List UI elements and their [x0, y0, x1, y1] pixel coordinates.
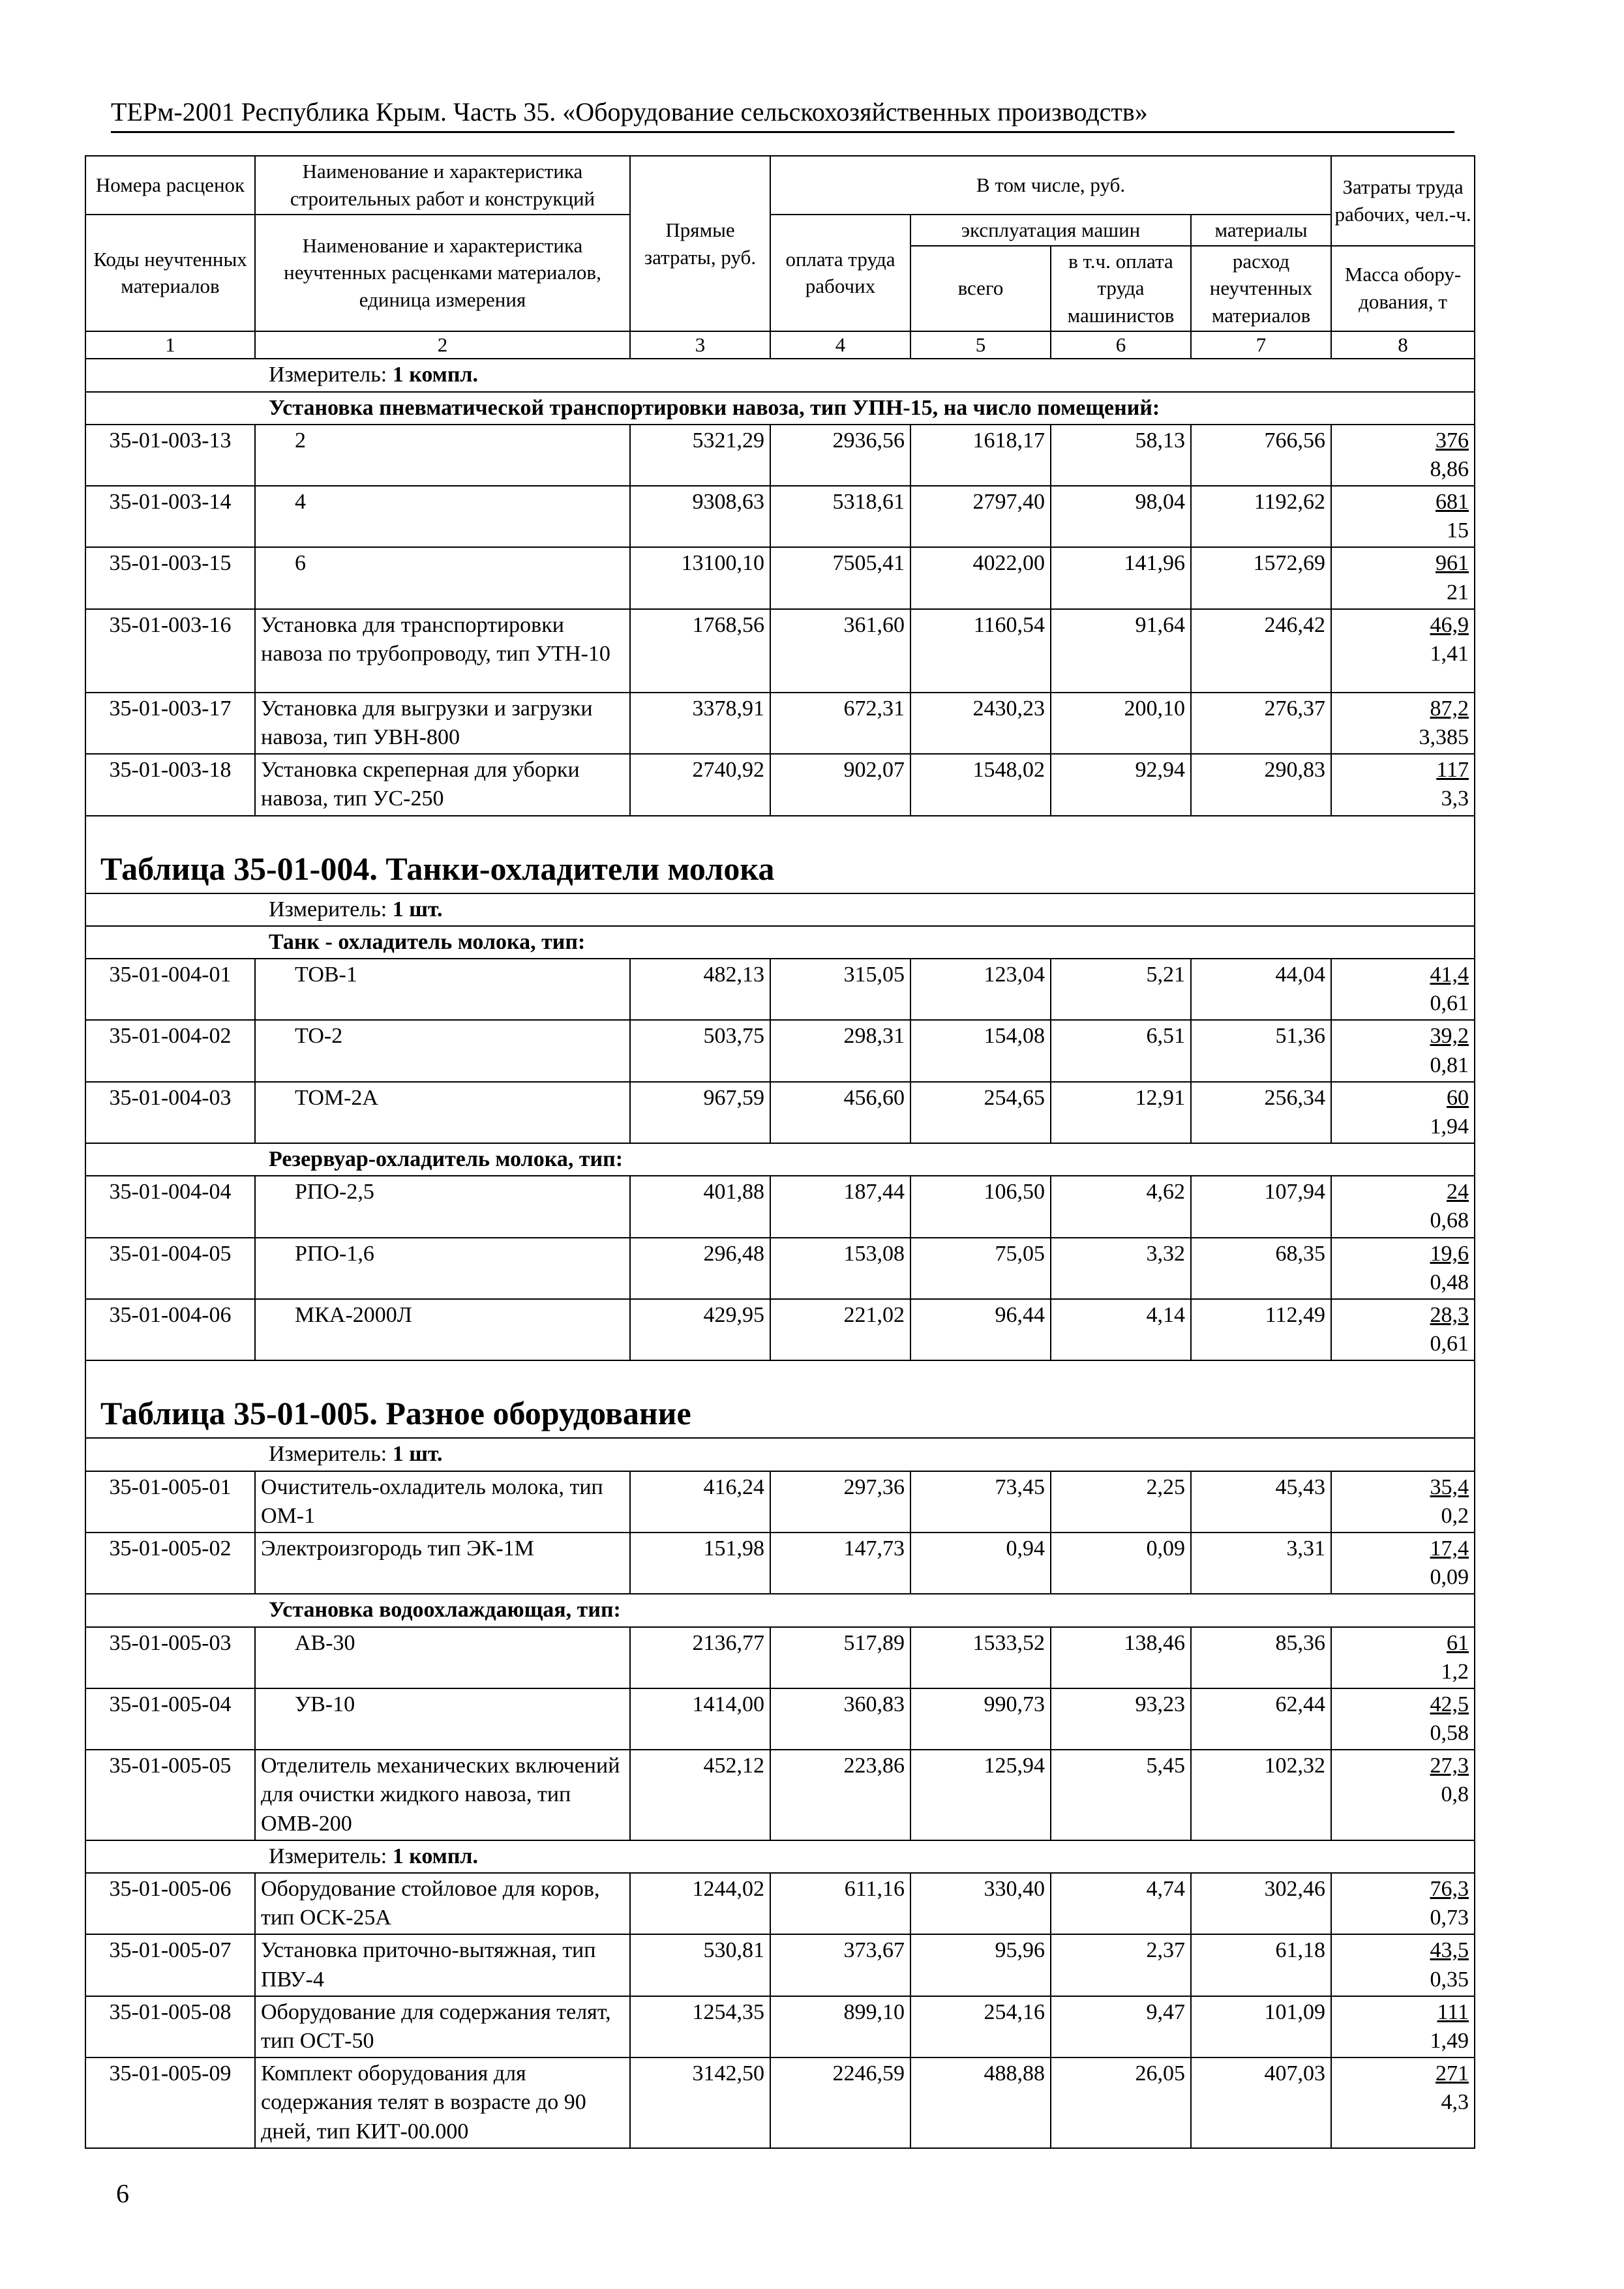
materials-cost: 112,49 — [1191, 1299, 1331, 1360]
direct-costs: 967,59 — [630, 1082, 770, 1143]
labor-costs: 39,2 — [1430, 1024, 1469, 1049]
work-name: 2 — [255, 425, 630, 486]
labor-and-mass — [1331, 1082, 1475, 1143]
section-heading: Установка пневматической транспортировки навоза, тип УПН-15, на число помещений: — [85, 392, 1475, 425]
labor-and-mass — [1331, 1688, 1475, 1750]
header-group: В том числе, руб. — [770, 156, 1331, 215]
materials-cost: 290,83 — [1191, 754, 1331, 815]
labor-and-mass — [1331, 1533, 1475, 1594]
machines-total: 4022,00 — [910, 547, 1051, 608]
rate-code: 35-01-004-04 — [85, 1176, 255, 1237]
operators-wages: 0,09 — [1051, 1533, 1191, 1594]
column-number: 6 — [1051, 331, 1191, 359]
operators-wages: 58,13 — [1051, 425, 1191, 486]
operators-wages: 5,45 — [1051, 1750, 1191, 1840]
equipment-mass: 0,48 — [1430, 1270, 1469, 1294]
direct-costs: 3378,91 — [630, 693, 770, 754]
table-row — [85, 486, 1475, 547]
labor-and-mass — [1331, 1873, 1475, 1934]
equipment-mass: 8,86 — [1430, 456, 1469, 481]
machines-total: 2797,40 — [910, 486, 1051, 547]
materials-cost: 85,36 — [1191, 1627, 1331, 1688]
operators-wages: 5,21 — [1051, 959, 1191, 1020]
rate-code: 35-01-003-15 — [85, 547, 255, 608]
table-row — [85, 1934, 1475, 1996]
equipment-mass: 1,2 — [1441, 1659, 1469, 1684]
work-name: 4 — [255, 486, 630, 547]
equipment-mass: 3,3 — [1441, 786, 1469, 811]
rate-code: 35-01-005-05 — [85, 1750, 255, 1840]
measure-value: 1 компл. — [392, 1844, 479, 1868]
labor-and-mass — [1331, 1627, 1475, 1688]
wages: 187,44 — [770, 1176, 910, 1237]
labor-and-mass — [1331, 1299, 1475, 1360]
operators-wages: 98,04 — [1051, 486, 1191, 547]
labor-costs: 46,9 — [1430, 612, 1469, 637]
column-number: 2 — [255, 331, 630, 359]
work-name: АВ-30 — [255, 1627, 630, 1688]
equipment-mass: 0,61 — [1430, 1332, 1469, 1356]
machines-total: 96,44 — [910, 1299, 1051, 1360]
measure-unit — [85, 893, 1475, 926]
operators-wages: 6,51 — [1051, 1020, 1191, 1081]
operators-wages: 4,62 — [1051, 1176, 1191, 1237]
wages: 297,36 — [770, 1471, 910, 1533]
labor-and-mass — [1331, 693, 1475, 754]
header-unaccounted-materials: расход неучтенных материалов — [1191, 246, 1331, 332]
rate-code: 35-01-003-13 — [85, 425, 255, 486]
operators-wages: 12,91 — [1051, 1082, 1191, 1143]
equipment-mass: 1,49 — [1430, 2028, 1469, 2053]
header-labor-costs: Затраты труда рабочих, чел.-ч. — [1331, 156, 1475, 246]
measure-unit — [85, 1840, 1475, 1873]
measure-row — [85, 1438, 1475, 1471]
labor-costs: 76,3 — [1430, 1877, 1469, 1902]
column-number: 8 — [1331, 331, 1475, 359]
materials-cost: 276,37 — [1191, 693, 1331, 754]
column-number: 4 — [770, 331, 910, 359]
equipment-mass: 0,8 — [1441, 1782, 1469, 1807]
wages: 456,60 — [770, 1082, 910, 1143]
column-number: 7 — [1191, 331, 1331, 359]
labor-costs: 60 — [1447, 1085, 1469, 1110]
machines-total: 1548,02 — [910, 754, 1051, 815]
wages: 360,83 — [770, 1688, 910, 1750]
work-name: Электроизгородь тип ЭК-1М — [255, 1533, 630, 1594]
labor-costs: 27,3 — [1430, 1754, 1469, 1778]
materials-cost: 3,31 — [1191, 1533, 1331, 1594]
materials-cost: 61,18 — [1191, 1934, 1331, 1996]
labor-and-mass — [1331, 547, 1475, 608]
work-name: Очиститель-охладитель молока, тип ОМ-1 — [255, 1471, 630, 1533]
operators-wages: 9,47 — [1051, 1996, 1191, 2057]
rate-code: 35-01-005-02 — [85, 1533, 255, 1594]
wages: 7505,41 — [770, 547, 910, 608]
work-name: Оборудование для содержания телят, тип ОСТ-50 — [255, 1996, 630, 2057]
table-row — [85, 693, 1475, 754]
materials-cost: 107,94 — [1191, 1176, 1331, 1237]
equipment-mass: 15 — [1447, 518, 1469, 543]
header-material-names: Наименование и характеристика неучтенных расценками материалов, единица измерения — [255, 215, 630, 331]
equipment-mass: 0,58 — [1430, 1721, 1469, 1746]
wages: 672,31 — [770, 693, 910, 754]
labor-costs: 961 — [1436, 551, 1469, 576]
column-number: 1 — [85, 331, 255, 359]
operators-wages: 93,23 — [1051, 1688, 1191, 1750]
table-row — [85, 1533, 1475, 1594]
machines-total: 154,08 — [910, 1020, 1051, 1081]
labor-and-mass — [1331, 1176, 1475, 1237]
wages: 2936,56 — [770, 425, 910, 486]
labor-costs: 87,2 — [1430, 696, 1469, 721]
machines-total: 488,88 — [910, 2057, 1051, 2148]
direct-costs: 9308,63 — [630, 486, 770, 547]
work-name: Установка скреперная для уборки навоза, тип УС-250 — [255, 754, 630, 815]
labor-costs: 117 — [1436, 758, 1469, 783]
labor-costs: 24 — [1447, 1180, 1469, 1204]
rate-code: 35-01-004-05 — [85, 1238, 255, 1299]
direct-costs: 296,48 — [630, 1238, 770, 1299]
equipment-mass: 21 — [1447, 580, 1469, 605]
labor-and-mass — [1331, 1996, 1475, 2057]
work-name: ТО-2 — [255, 1020, 630, 1081]
machines-total: 1533,52 — [910, 1627, 1051, 1688]
section-heading: Установка водоохлаждающая, тип: — [85, 1594, 1475, 1626]
labor-costs: 42,5 — [1430, 1692, 1469, 1716]
operators-wages: 4,74 — [1051, 1873, 1191, 1934]
table-row — [85, 1750, 1475, 1840]
work-name: РПО-1,6 — [255, 1238, 630, 1299]
header-equipment-mass: Масса обору-дования, т — [1331, 246, 1475, 332]
wages: 147,73 — [770, 1533, 910, 1594]
labor-costs: 111 — [1437, 1999, 1469, 2024]
operators-wages: 141,96 — [1051, 547, 1191, 608]
labor-costs: 271 — [1436, 2061, 1469, 2086]
header-wages: оплата труда рабочих — [770, 215, 910, 331]
page-header: ТЕРм-2001 Республика Крым. Часть 35. «Оборудование сельскохозяйственных производств» — [111, 97, 1454, 133]
equipment-mass: 0,09 — [1430, 1565, 1469, 1590]
machines-total: 1160,54 — [910, 609, 1051, 693]
measure-unit — [85, 359, 1475, 391]
direct-costs: 503,75 — [630, 1020, 770, 1081]
wages: 899,10 — [770, 1996, 910, 2057]
labor-and-mass — [1331, 1238, 1475, 1299]
labor-and-mass — [1331, 1750, 1475, 1840]
work-name: Установка для транспортировки навоза по трубопроводу, тип УТН-10 — [255, 609, 630, 693]
direct-costs: 452,12 — [630, 1750, 770, 1840]
measure-row — [85, 359, 1475, 391]
labor-costs: 35,4 — [1430, 1474, 1469, 1499]
section-row — [85, 392, 1475, 425]
equipment-mass: 0,81 — [1430, 1053, 1469, 1077]
table-title-row — [85, 1360, 1475, 1438]
machines-total: 73,45 — [910, 1471, 1051, 1533]
header-materials: материалы — [1191, 215, 1331, 246]
measure-value: 1 шт. — [392, 1442, 443, 1467]
table-title-row — [85, 816, 1475, 893]
machines-total: 75,05 — [910, 1238, 1051, 1299]
work-name: УВ-10 — [255, 1688, 630, 1750]
work-name: ТОВ-1 — [255, 959, 630, 1020]
labor-and-mass — [1331, 1934, 1475, 1996]
direct-costs: 2740,92 — [630, 754, 770, 815]
labor-and-mass — [1331, 425, 1475, 486]
table-row — [85, 1299, 1475, 1360]
rate-code: 35-01-005-08 — [85, 1996, 255, 2057]
materials-cost: 45,43 — [1191, 1471, 1331, 1533]
header-material-codes: Коды неучтенных материалов — [85, 215, 255, 331]
work-name: Оборудование стойловое для коров, тип ОСК-25А — [255, 1873, 630, 1934]
table-row — [85, 1082, 1475, 1143]
direct-costs: 530,81 — [630, 1934, 770, 1996]
materials-cost: 44,04 — [1191, 959, 1331, 1020]
labor-and-mass — [1331, 1471, 1475, 1533]
wages: 315,05 — [770, 959, 910, 1020]
direct-costs: 401,88 — [630, 1176, 770, 1237]
equipment-mass: 0,73 — [1430, 1906, 1469, 1930]
materials-cost: 256,34 — [1191, 1082, 1331, 1143]
labor-and-mass — [1331, 959, 1475, 1020]
rate-code: 35-01-005-07 — [85, 1934, 255, 1996]
section-heading: Резервуар-охладитель молока, тип: — [85, 1143, 1475, 1176]
wages: 373,67 — [770, 1934, 910, 1996]
table-row — [85, 1996, 1475, 2057]
work-name: Установка приточно-вытяжная, тип ПВУ-4 — [255, 1934, 630, 1996]
wages: 153,08 — [770, 1238, 910, 1299]
machines-total: 125,94 — [910, 1750, 1051, 1840]
operators-wages: 2,37 — [1051, 1934, 1191, 1996]
materials-cost: 51,36 — [1191, 1020, 1331, 1081]
work-name: Комплект оборудования для содержания телят в возрасте до 90 дней, тип КИТ-00.000 — [255, 2057, 630, 2148]
equipment-mass: 4,3 — [1441, 2090, 1469, 2115]
table-row — [85, 1238, 1475, 1299]
header-rate-numbers: Номера расценок — [85, 156, 255, 215]
labor-costs: 376 — [1436, 428, 1469, 453]
work-name: ТОМ-2А — [255, 1082, 630, 1143]
header-direct-costs: Прямые затраты, руб. — [630, 156, 770, 331]
materials-cost: 101,09 — [1191, 1996, 1331, 2057]
rate-code: 35-01-005-09 — [85, 2057, 255, 2148]
table-row — [85, 1688, 1475, 1750]
materials-cost: 407,03 — [1191, 2057, 1331, 2148]
table-row — [85, 754, 1475, 815]
equipment-mass: 3,385 — [1419, 725, 1469, 750]
machines-total: 106,50 — [910, 1176, 1051, 1237]
equipment-mass: 0,61 — [1430, 991, 1469, 1016]
table-title: Таблица 35-01-005. Разное оборудование — [85, 1360, 1475, 1438]
operators-wages: 4,14 — [1051, 1299, 1191, 1360]
direct-costs: 5321,29 — [630, 425, 770, 486]
materials-cost: 1192,62 — [1191, 486, 1331, 547]
work-name: МКА-2000Л — [255, 1299, 630, 1360]
rate-code: 35-01-005-01 — [85, 1471, 255, 1533]
labor-and-mass — [1331, 1020, 1475, 1081]
header-machines: эксплуатация машин — [910, 215, 1191, 246]
direct-costs: 1244,02 — [630, 1873, 770, 1934]
direct-costs: 3142,50 — [630, 2057, 770, 2148]
work-name: Установка для выгрузки и загрузки навоза, тип УВН-800 — [255, 693, 630, 754]
rate-code: 35-01-004-01 — [85, 959, 255, 1020]
operators-wages: 92,94 — [1051, 754, 1191, 815]
direct-costs: 151,98 — [630, 1533, 770, 1594]
section-row — [85, 1143, 1475, 1176]
direct-costs: 429,95 — [630, 1299, 770, 1360]
table-row — [85, 1176, 1475, 1237]
table-row — [85, 1020, 1475, 1081]
column-number: 3 — [630, 331, 770, 359]
measure-label: Измеритель: — [269, 1442, 393, 1467]
rate-code: 35-01-005-04 — [85, 1688, 255, 1750]
materials-cost: 246,42 — [1191, 609, 1331, 693]
table-row — [85, 609, 1475, 693]
measure-label: Измеритель: — [269, 897, 393, 921]
table-row — [85, 959, 1475, 1020]
rate-code: 35-01-005-06 — [85, 1873, 255, 1934]
equipment-mass: 0,68 — [1430, 1208, 1469, 1233]
measure-row — [85, 893, 1475, 926]
rate-code: 35-01-003-16 — [85, 609, 255, 693]
rate-code: 35-01-004-03 — [85, 1082, 255, 1143]
rate-code: 35-01-003-14 — [85, 486, 255, 547]
measure-row — [85, 1840, 1475, 1873]
header-operators-wages: в т.ч. оплата труда машинистов — [1051, 246, 1191, 332]
wages: 517,89 — [770, 1627, 910, 1688]
equipment-mass: 1,41 — [1430, 642, 1469, 666]
operators-wages: 3,32 — [1051, 1238, 1191, 1299]
direct-costs: 2136,77 — [630, 1627, 770, 1688]
wages: 2246,59 — [770, 2057, 910, 2148]
wages: 902,07 — [770, 754, 910, 815]
operators-wages: 91,64 — [1051, 609, 1191, 693]
header-work-name: Наименование и характеристика строительных работ и конструкций — [255, 156, 630, 215]
machines-total: 95,96 — [910, 1934, 1051, 1996]
materials-cost: 68,35 — [1191, 1238, 1331, 1299]
section-heading: Танк - охладитель молока, тип: — [85, 926, 1475, 959]
equipment-mass: 1,94 — [1430, 1114, 1469, 1139]
machines-total: 254,65 — [910, 1082, 1051, 1143]
estimate-table — [85, 155, 1475, 2149]
table-row — [85, 1873, 1475, 1934]
rate-code: 35-01-005-03 — [85, 1627, 255, 1688]
table-row — [85, 547, 1475, 608]
direct-costs: 1414,00 — [630, 1688, 770, 1750]
machines-total: 990,73 — [910, 1688, 1051, 1750]
labor-costs: 61 — [1447, 1630, 1469, 1655]
machines-total: 123,04 — [910, 959, 1051, 1020]
direct-costs: 13100,10 — [630, 547, 770, 608]
materials-cost: 1572,69 — [1191, 547, 1331, 608]
machines-total: 330,40 — [910, 1873, 1051, 1934]
work-name: Отделитель механических включений для очистки жидкого навоза, тип ОМВ-200 — [255, 1750, 630, 1840]
direct-costs: 1768,56 — [630, 609, 770, 693]
wages: 223,86 — [770, 1750, 910, 1840]
machines-total: 1618,17 — [910, 425, 1051, 486]
materials-cost: 62,44 — [1191, 1688, 1331, 1750]
labor-costs: 19,6 — [1430, 1241, 1469, 1266]
machines-total: 254,16 — [910, 1996, 1051, 2057]
labor-costs: 43,5 — [1430, 1938, 1469, 1963]
operators-wages: 2,25 — [1051, 1471, 1191, 1533]
table-row — [85, 1471, 1475, 1533]
materials-cost: 302,46 — [1191, 1873, 1331, 1934]
rate-code: 35-01-003-18 — [85, 754, 255, 815]
labor-costs: 17,4 — [1430, 1536, 1469, 1561]
equipment-mass: 0,2 — [1441, 1503, 1469, 1528]
measure-value: 1 компл. — [392, 363, 479, 387]
machines-total: 2430,23 — [910, 693, 1051, 754]
column-number: 5 — [910, 331, 1051, 359]
operators-wages: 138,46 — [1051, 1627, 1191, 1688]
work-name: РПО-2,5 — [255, 1176, 630, 1237]
labor-and-mass — [1331, 754, 1475, 815]
wages: 361,60 — [770, 609, 910, 693]
labor-and-mass — [1331, 2057, 1475, 2148]
wages: 611,16 — [770, 1873, 910, 1934]
labor-costs: 681 — [1436, 490, 1469, 515]
labor-costs: 41,4 — [1430, 962, 1469, 987]
section-row — [85, 926, 1475, 959]
table-row — [85, 2057, 1475, 2148]
wages: 221,02 — [770, 1299, 910, 1360]
rate-code: 35-01-003-17 — [85, 693, 255, 754]
machines-total: 0,94 — [910, 1533, 1051, 1594]
labor-costs: 28,3 — [1430, 1303, 1469, 1328]
section-row — [85, 1594, 1475, 1626]
labor-and-mass — [1331, 609, 1475, 693]
direct-costs: 416,24 — [630, 1471, 770, 1533]
equipment-mass: 0,35 — [1430, 1967, 1469, 1992]
rate-code: 35-01-004-02 — [85, 1020, 255, 1081]
page-number: 6 — [116, 2179, 129, 2208]
wages: 5318,61 — [770, 486, 910, 547]
measure-unit — [85, 1438, 1475, 1471]
measure-label: Измеритель: — [269, 1844, 393, 1868]
direct-costs: 482,13 — [630, 959, 770, 1020]
materials-cost: 766,56 — [1191, 425, 1331, 486]
measure-label: Измеритель: — [269, 363, 393, 387]
table-row — [85, 425, 1475, 486]
work-name: 6 — [255, 547, 630, 608]
operators-wages: 26,05 — [1051, 2057, 1191, 2148]
table-title: Таблица 35-01-004. Танки-охладители молока — [85, 816, 1475, 893]
table-row — [85, 1627, 1475, 1688]
direct-costs: 1254,35 — [630, 1996, 770, 2057]
measure-value: 1 шт. — [392, 897, 443, 921]
labor-and-mass — [1331, 486, 1475, 547]
header-machines-total: всего — [910, 246, 1051, 332]
operators-wages: 200,10 — [1051, 693, 1191, 754]
rate-code: 35-01-004-06 — [85, 1299, 255, 1360]
wages: 298,31 — [770, 1020, 910, 1081]
materials-cost: 102,32 — [1191, 1750, 1331, 1840]
